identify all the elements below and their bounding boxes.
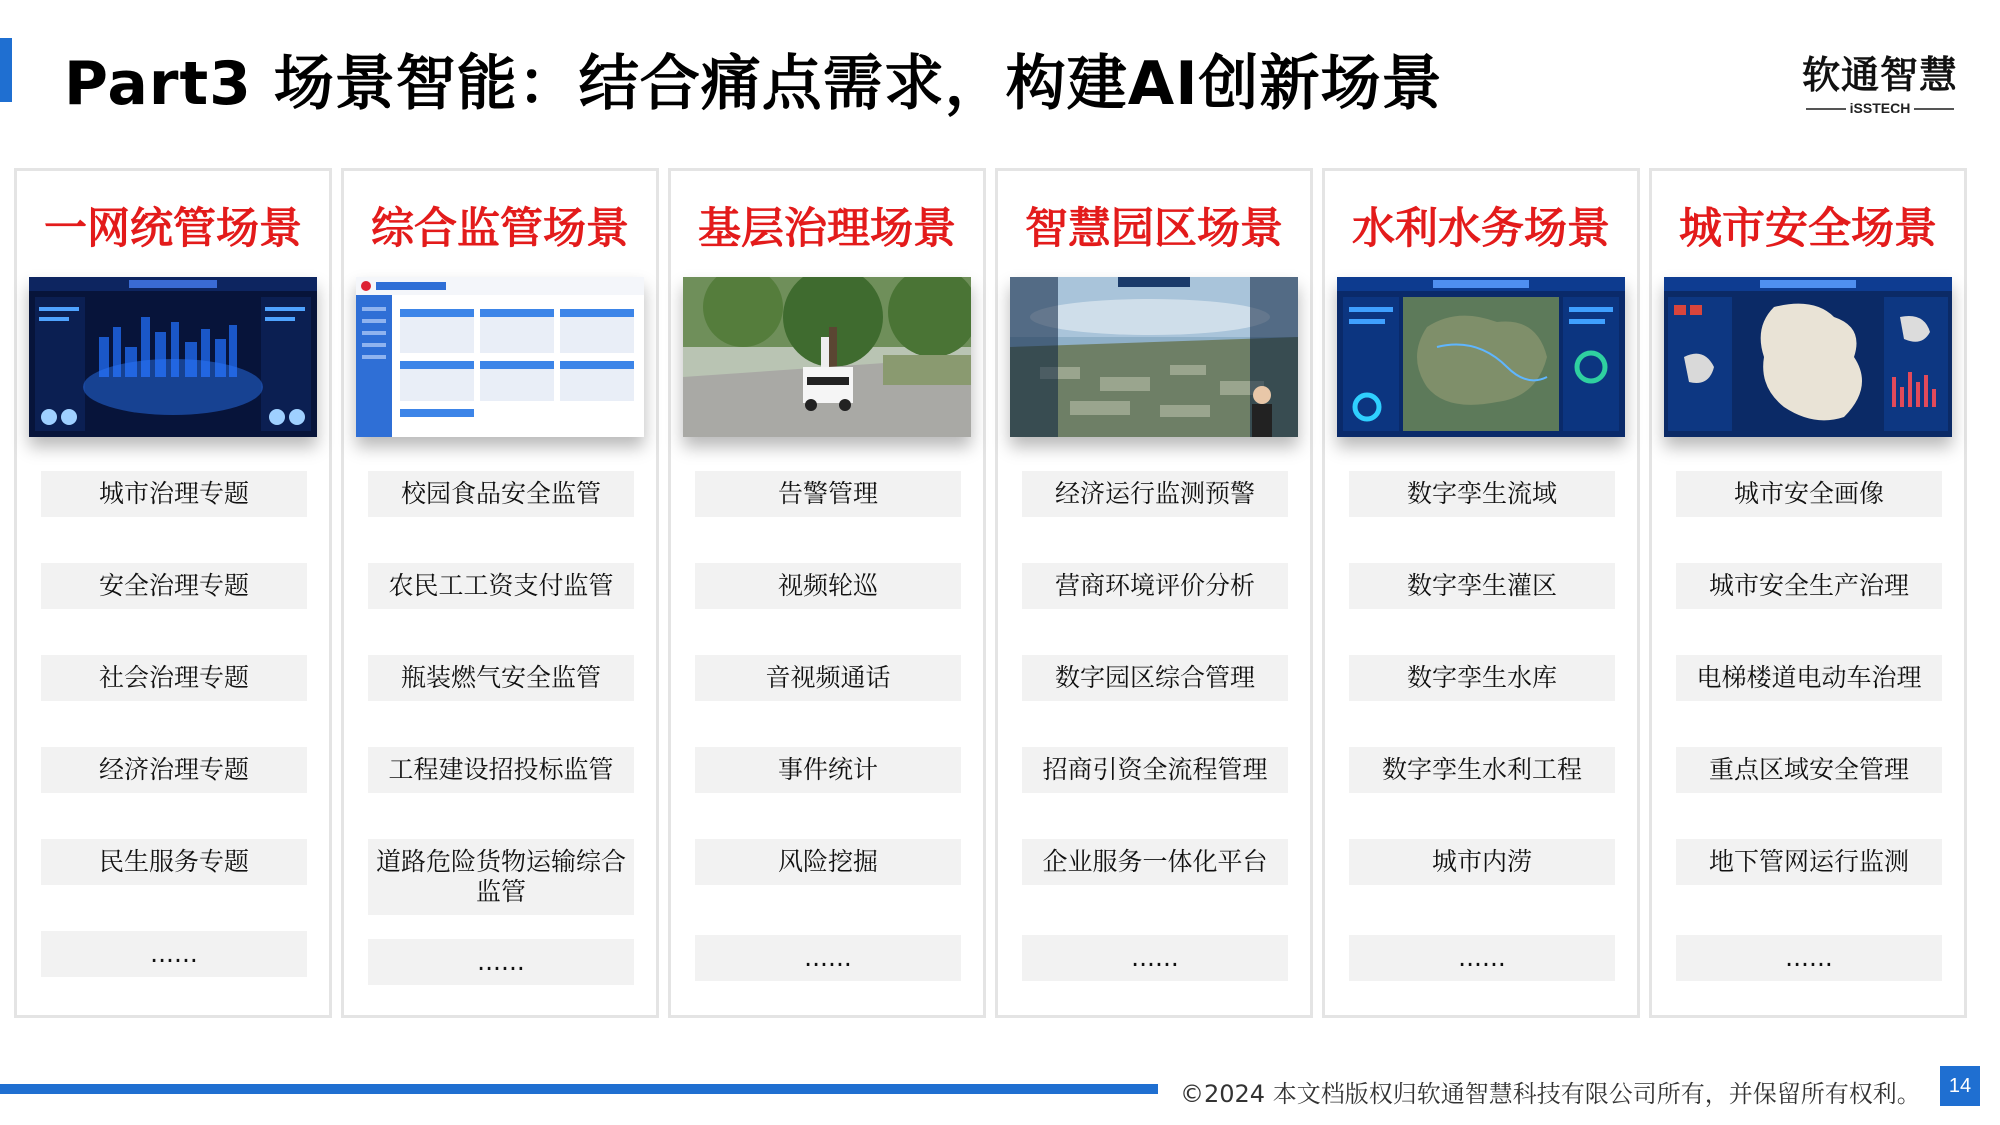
scenario-item: 音视频通话 <box>695 655 961 701</box>
scenario-item: 事件统计 <box>695 747 961 793</box>
scenario-item: 经济运行监测预警 <box>1022 471 1288 517</box>
page-number: 14 <box>1940 1066 1980 1106</box>
scenario-column-6 <box>1649 168 1967 1018</box>
scenario-item-more: ...... <box>1349 935 1615 981</box>
title-accent-bar <box>0 38 12 102</box>
scenario-column-4 <box>995 168 1313 1018</box>
logo-text-en: iSSTECH <box>1849 100 1911 116</box>
copyright-text: ©2024 本文档版权归软通智慧科技有限公司所有，并保留所有权利。 <box>1180 1080 1921 1108</box>
scenario-item: 数字孪生水库 <box>1349 655 1615 701</box>
scenario-columns <box>14 168 1970 1018</box>
scenario-item: 地下管网运行监测 <box>1676 839 1942 885</box>
patrol-robot-photo <box>683 277 971 437</box>
column-title: 综合监管场景 <box>371 204 629 254</box>
scenario-item: 经济治理专题 <box>41 747 307 793</box>
scenario-item: 农民工工资支付监管 <box>368 563 634 609</box>
scenario-item: 安全治理专题 <box>41 563 307 609</box>
scenario-item-more: ...... <box>695 935 961 981</box>
scenario-item: 数字孪生流域 <box>1349 471 1615 517</box>
scenario-item: 道路危险货物运输综合监管 <box>368 839 634 915</box>
scenario-item: 瓶装燃气安全监管 <box>368 655 634 701</box>
scenario-column-5 <box>1322 168 1640 1018</box>
scenario-item: 数字园区综合管理 <box>1022 655 1288 701</box>
scenario-item: 社会治理专题 <box>41 655 307 701</box>
scenario-item: 告警管理 <box>695 471 961 517</box>
scenario-item: 招商引资全流程管理 <box>1022 747 1288 793</box>
scenario-item-more: ...... <box>1022 935 1288 981</box>
scenario-column-2 <box>341 168 659 1018</box>
water-map-dashboard-screenshot <box>1337 277 1625 437</box>
aerial-park-screenshot <box>1010 277 1298 437</box>
column-title: 城市安全场景 <box>1679 204 1937 254</box>
web-app-screenshot <box>356 277 644 437</box>
city-safety-dashboard-screenshot <box>1664 277 1952 437</box>
scenario-item-more: ...... <box>368 939 634 985</box>
scenario-item: 工程建设招投标监管 <box>368 747 634 793</box>
scenario-item: 城市安全画像 <box>1676 471 1942 517</box>
scenario-item: 数字孪生水利工程 <box>1349 747 1615 793</box>
scenario-item-more: ...... <box>41 931 307 977</box>
scenario-item: 城市内涝 <box>1349 839 1615 885</box>
column-title: 水利水务场景 <box>1352 204 1610 254</box>
scenario-item: 营商环境评价分析 <box>1022 563 1288 609</box>
footer-bar <box>0 1084 1158 1094</box>
scenario-item: 企业服务一体化平台 <box>1022 839 1288 885</box>
scenario-item: 校园食品安全监管 <box>368 471 634 517</box>
scenario-item: 城市治理专题 <box>41 471 307 517</box>
scenario-item: 民生服务专题 <box>41 839 307 885</box>
scenario-item: 视频轮巡 <box>695 563 961 609</box>
column-title: 智慧园区场景 <box>1025 204 1283 254</box>
column-title: 一网统管场景 <box>44 204 302 254</box>
logo-text-cn: 软通智慧 <box>1801 53 1958 97</box>
scenario-item: 数字孪生灌区 <box>1349 563 1615 609</box>
city-dashboard-screenshot <box>29 277 317 437</box>
scenario-column-1 <box>14 168 332 1018</box>
scenario-item-more: ...... <box>1676 935 1942 981</box>
scenario-column-3 <box>668 168 986 1018</box>
scenario-item: 电梯楼道电动车治理 <box>1676 655 1942 701</box>
column-title: 基层治理场景 <box>698 204 956 254</box>
slide-title: Part3 场景智能：结合痛点需求，构建AI创新场景 <box>64 49 1443 119</box>
scenario-item: 重点区域安全管理 <box>1676 747 1942 793</box>
scenario-item: 城市安全生产治理 <box>1676 563 1942 609</box>
company-logo <box>1800 52 1960 120</box>
scenario-item: 风险挖掘 <box>695 839 961 885</box>
